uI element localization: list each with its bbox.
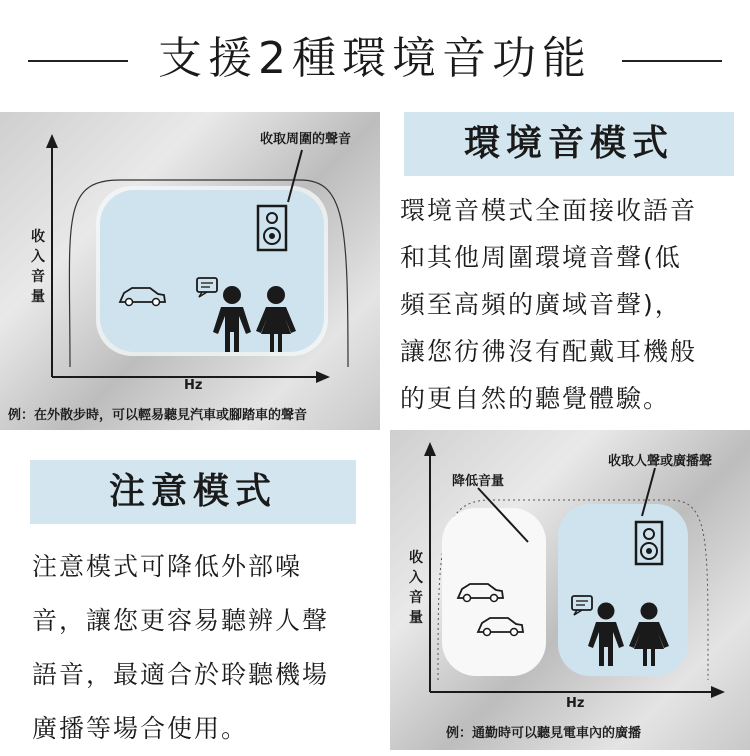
attention-heading: 注意模式	[30, 460, 356, 524]
attention-diagram-panel	[390, 430, 750, 750]
header-rule-right	[622, 60, 722, 62]
ambient-diagram-panel	[0, 112, 380, 430]
page-title: 支援2種環境音功能	[158, 33, 592, 84]
ambient-line: 讓您彷彿沒有配戴耳機般	[400, 337, 698, 366]
ambient-heading: 環境音模式	[404, 112, 734, 176]
attention-x-axis-label: Hz	[566, 696, 585, 711]
attention-reduced-area	[442, 508, 546, 676]
attention-x-arrow	[711, 686, 725, 698]
ambient-line: 的更自然的聽覺體驗。	[400, 384, 671, 413]
ambient-line: 和其他周圍環境音聲(低	[400, 243, 682, 272]
ambient-x-axis-label: Hz	[184, 378, 203, 393]
attention-line: 音，讓您更容易聽辨人聲	[32, 606, 330, 635]
attention-line: 注意模式可降低外部噪	[32, 552, 303, 581]
attention-voice-area	[558, 504, 688, 676]
ambient-x-arrow	[316, 371, 330, 383]
attention-description	[32, 540, 382, 756]
attention-callout-left-label: 降低音量	[452, 474, 505, 489]
ambient-y-axis-label: 收入音量	[31, 229, 45, 305]
attention-text-section	[0, 430, 390, 750]
attention-example: 例：通勤時可以聽見電車內的廣播	[446, 726, 642, 741]
attention-line: 語音，最適合於聆聽機場	[32, 660, 330, 689]
ambient-line: 頻至高頻的廣域音聲)，	[400, 290, 682, 319]
ambient-text-section	[390, 112, 750, 430]
ambient-callout-label: 收取周圍的聲音	[260, 132, 352, 147]
ambient-example: 例：在外散步時，可以輕易聽見汽車或腳踏車的聲音	[8, 408, 308, 423]
attention-callout-right-label: 收取人聲或廣播聲	[608, 454, 713, 469]
ambient-description	[400, 187, 750, 422]
attention-y-axis-label: 收入音量	[409, 550, 423, 626]
attention-line: 廣播等場合使用。	[32, 714, 249, 743]
attention-y-arrow	[424, 442, 436, 456]
ambient-line: 環境音模式全面接收語音	[400, 196, 698, 225]
ambient-y-arrow	[46, 134, 58, 148]
page-header	[0, 0, 750, 100]
